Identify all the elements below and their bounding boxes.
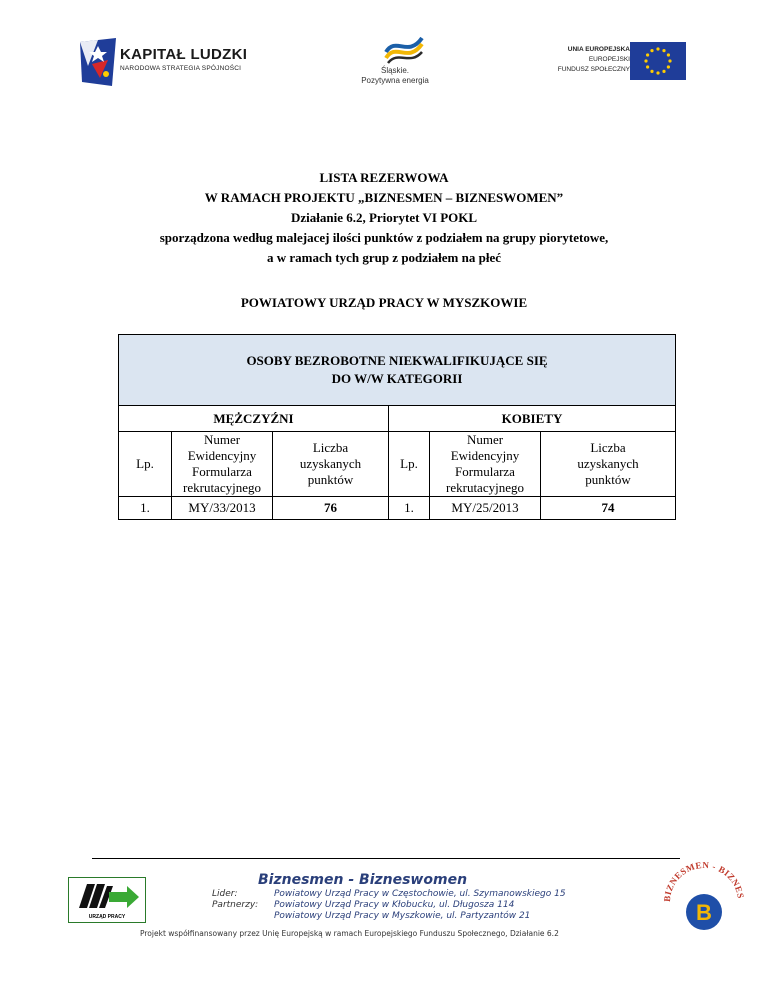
urzad-pracy-emblem-icon	[69, 878, 145, 912]
title-line-3: Działanie 6.2, Priorytet VI POKL	[290, 210, 478, 225]
group-women-header: KOBIETY	[389, 406, 676, 432]
col-number-line: Formularza	[455, 464, 515, 479]
col-number-line: Ewidencyjny	[450, 448, 520, 463]
col-number-line: Ewidencyjny	[187, 448, 257, 463]
eu-logo	[528, 42, 688, 82]
slaskie-waves-icon	[382, 30, 426, 66]
col-number-line: rekrutacyjnego	[446, 480, 524, 495]
title-line-5: a w ramach tych grup z podziałem na płeć	[267, 250, 501, 265]
footer-leader: Powiatowy Urząd Pracy w Częstochowie, ul. Szymanowskiego 15	[274, 889, 566, 899]
title-line-4: sporządzona według malejacej ilości punktów z podziałem na grupy piorytetowe,	[159, 230, 609, 245]
office-heading: POWIATOWY URZĄD PRACY W MYSZKOWIE	[240, 295, 528, 310]
eu-line-3: FUNDUSZ SPOŁECZNY	[557, 66, 630, 73]
col-number-line: Numer	[466, 432, 504, 447]
urzad-pracy-logo	[68, 877, 146, 923]
footer-leader-label: Lider:	[212, 889, 238, 899]
title-line-1: LISTA REZERWOWA	[319, 170, 449, 185]
col-number-line: Formularza	[192, 464, 252, 479]
footer-partner-2: Powiatowy Urząd Pracy w Myszkowie, ul. Partyzantów 21	[274, 911, 531, 921]
men-lp-cell: 1.	[119, 497, 172, 520]
table-row	[119, 497, 676, 520]
document-title	[60, 168, 708, 268]
group-men-header: MĘŻCZYŹNI	[119, 406, 389, 432]
women-number-cell: MY/25/2013	[430, 497, 541, 520]
category-line-1: OSOBY BEZROBOTNE NIEKWALIFIKUJĄCE SIĘ	[246, 353, 548, 368]
col-lp-men: Lp.	[119, 432, 172, 497]
biznesmen-logo-letter: B	[696, 900, 712, 925]
footer-divider	[92, 858, 680, 859]
slaskie-name: Śląskie.	[380, 66, 409, 75]
biznesmen-emblem-icon	[660, 850, 748, 942]
col-points-line: uzyskanych	[299, 456, 362, 471]
kapital-ludzki-title: KAPITAŁ LUDZKI	[120, 46, 248, 63]
biznesmen-bizneswomen-logo	[660, 850, 748, 942]
slaskie-logo	[355, 30, 435, 92]
eu-line-1: UNIA EUROPEJSKA	[567, 46, 630, 53]
women-points-cell: 74	[541, 497, 676, 520]
footer-cofinancing-note: Projekt współfinansowany przez Unię Europejską w ramach Europejskiego Funduszu Społecznego, Działanie 6.2	[140, 929, 559, 938]
col-lp-women: Lp.	[389, 432, 430, 497]
kapital-ludzki-logo	[78, 36, 248, 88]
slaskie-slogan: Pozytywna energia	[361, 76, 429, 85]
category-line-2: DO W/W KATEGORII	[331, 371, 463, 386]
col-number-men	[172, 432, 273, 497]
category-header	[119, 335, 676, 406]
men-number-cell: MY/33/2013	[172, 497, 273, 520]
col-points-line: uzyskanych	[577, 456, 639, 471]
col-number-women	[430, 432, 541, 497]
col-points-line: punktów	[307, 472, 354, 487]
biznesmen-arc-text: BIZNESMEN - BIZNES	[661, 859, 746, 903]
footer-partners-label: Partnerzy:	[212, 900, 259, 910]
col-number-line: rekrutacyjnego	[183, 480, 261, 495]
urzad-pracy-label: URZĄD PRACY	[88, 914, 126, 920]
kapital-ludzki-emblem-icon	[78, 36, 118, 88]
col-points-men	[273, 432, 389, 497]
col-points-line: Liczba	[312, 440, 349, 455]
col-points-line: punktów	[585, 472, 631, 487]
eu-logo-text	[558, 45, 630, 75]
col-points-line: Liczba	[590, 440, 626, 455]
eu-flag-icon	[630, 42, 686, 80]
eu-line-2: EUROPEJSKI	[588, 56, 630, 63]
kapital-ludzki-subtitle: NARODOWA STRATEGIA SPÓJNOŚCI	[120, 65, 242, 72]
col-number-line: Numer	[203, 432, 241, 447]
title-line-2: W RAMACH PROJEKTU „BIZNESMEN – BIZNESWOMEN”	[204, 190, 564, 205]
footer-partner-1: Powiatowy Urząd Pracy w Kłobucku, ul. Długosza 114	[274, 900, 515, 910]
footer-project-title: Biznesmen - Bizneswomen	[258, 872, 468, 888]
women-lp-cell: 1.	[389, 497, 430, 520]
reserve-list-table	[118, 334, 676, 520]
col-points-women	[541, 432, 676, 497]
men-points-cell: 76	[273, 497, 389, 520]
